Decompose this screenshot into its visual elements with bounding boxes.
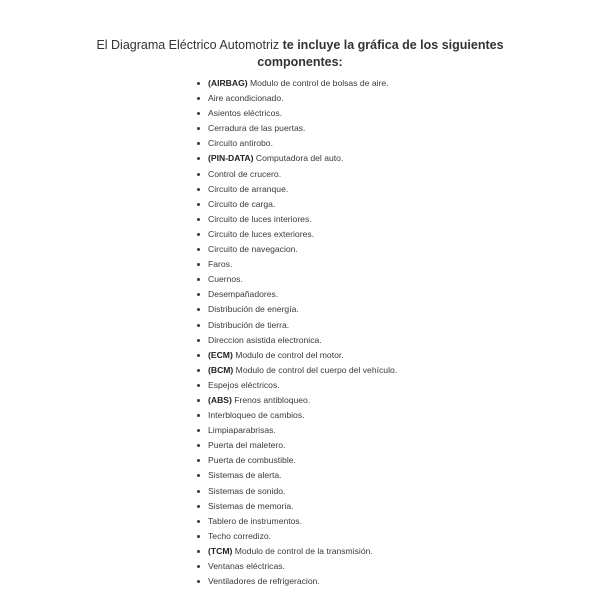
list-item [196, 197, 586, 212]
list-item [196, 302, 586, 317]
component-text: Ventanas eléctricas. [208, 561, 285, 571]
list-item [196, 423, 586, 438]
list-item [196, 227, 586, 242]
list-item [196, 76, 586, 91]
component-text: Modulo de control de bolsas de aire. [247, 78, 389, 88]
component-text: Asientos eléctricos. [208, 108, 283, 119]
list-item [196, 91, 586, 106]
list-item [196, 151, 586, 166]
heading-intro-text: El Diagrama Eléctrico Automotriz [96, 38, 283, 52]
component-text: Espejos eléctricos. [208, 379, 280, 390]
component-code: (TCM) [208, 545, 233, 556]
component-text: Circuito de arranque. [208, 183, 289, 194]
component-text: Frenos antibloqueo. [231, 394, 311, 405]
heading-bold-text: te incluye la gráfica de los siguientes [282, 38, 504, 52]
component-text: Control de crucero. [208, 168, 282, 179]
list-item [196, 257, 586, 272]
list-item [196, 333, 586, 348]
list-item [196, 136, 586, 151]
list-item [196, 574, 586, 589]
component-text: Sistemas de sonido. [208, 485, 286, 496]
component-code: (ABS) [208, 394, 232, 405]
list-item [196, 468, 586, 483]
list-item [196, 167, 586, 182]
component-text: Distribución de energía. [208, 304, 299, 315]
component-text: Puerta del maletero. [208, 440, 286, 451]
component-text: Modulo de control de la transmisión. [232, 545, 373, 556]
list-item [196, 348, 586, 363]
page-heading [0, 37, 600, 71]
component-text: Desempañadores. [208, 289, 279, 300]
component-text: Distribución de tierra. [208, 319, 290, 330]
component-text: Puerta de combustible. [208, 455, 296, 466]
component-text: Sistemas de memoria. [208, 500, 294, 511]
list-item [196, 514, 586, 529]
list-item [196, 318, 586, 333]
component-text: Cuernos. [208, 274, 243, 285]
component-text: Interbloqueo de cambios. [208, 410, 305, 421]
component-code: (ECM) [208, 349, 233, 360]
component-text: Modulo de control del cuerpo del vehículo. [233, 364, 398, 375]
component-code: (PIN-DATA) [208, 153, 254, 164]
list-item [196, 559, 586, 574]
component-text: Faros. [208, 259, 233, 270]
list-item [196, 287, 586, 302]
component-text: Ventiladores de refrigeracion. [208, 576, 320, 587]
component-text: Limpiaparabrisas. [208, 425, 276, 436]
component-text: Modulo de control del motor. [232, 349, 344, 360]
component-text: Circuito de carga. [208, 198, 276, 209]
component-code: (AIRBAG) [208, 78, 248, 88]
list-item [196, 212, 586, 227]
list-item [196, 182, 586, 197]
list-item [196, 106, 586, 121]
component-text: Computadora del auto. [253, 153, 344, 164]
component-text: Tablero de instrumentos. [208, 515, 303, 526]
list-item [196, 529, 586, 544]
list-item [196, 378, 586, 393]
component-text: Direccion asistida electronica. [208, 334, 322, 345]
list-item [196, 272, 586, 287]
component-text: Circuito de luces exteriores. [208, 228, 315, 239]
list-item [196, 121, 586, 136]
list-item [196, 544, 586, 559]
component-code: (BCM) [208, 364, 234, 375]
component-text: Circuito de luces interiores. [208, 213, 312, 224]
component-text: Circuito de navegacion. [208, 244, 298, 255]
component-text: Aire acondicionado. [208, 93, 284, 104]
list-item [196, 363, 586, 378]
component-text: Circuito antirobo. [208, 138, 273, 149]
component-text: Cerradura de las puertas. [208, 123, 306, 134]
list-item [196, 438, 586, 453]
heading-line-2 [0, 54, 600, 71]
heading-bold-continuation: componentes: [257, 55, 343, 69]
list-item [196, 393, 586, 408]
list-item [196, 408, 586, 423]
component-text: Sistemas de alerta. [208, 470, 282, 481]
components-list [196, 76, 586, 589]
list-item [196, 453, 586, 468]
list-item [196, 242, 586, 257]
component-text: Techo corredizo. [208, 530, 272, 541]
heading-line-1 [0, 37, 600, 54]
list-item [196, 484, 586, 499]
list-item [196, 499, 586, 514]
